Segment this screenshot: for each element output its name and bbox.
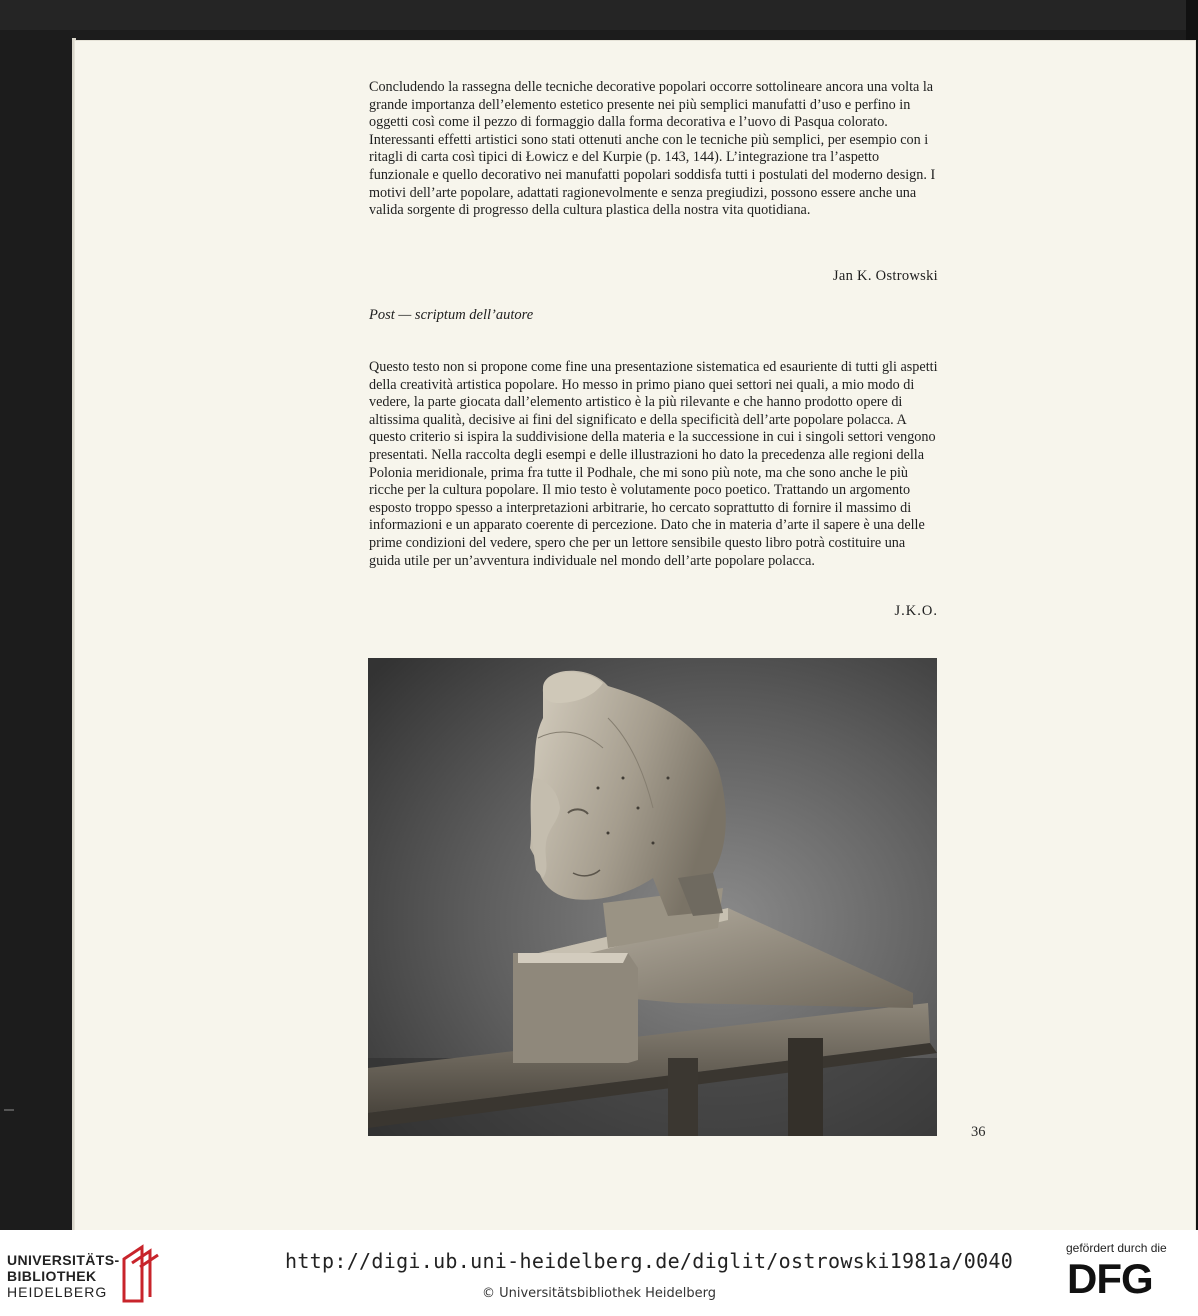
library-name-line2: BIBLIOTHEK xyxy=(7,1268,97,1284)
permalink-url[interactable]: http://digi.ub.uni-heidelberg.de/diglit/ostrowski1981a/0040 xyxy=(285,1249,1014,1273)
dfg-logo-text: DFG xyxy=(1067,1259,1153,1297)
scan-left-mark xyxy=(4,1109,14,1111)
sculpture-illustration xyxy=(368,658,937,1136)
author-signature: Jan K. Ostrowski xyxy=(832,268,938,284)
library-name-line3: HEIDELBERG xyxy=(7,1284,108,1300)
initials-signature: J.K.O. xyxy=(894,603,938,619)
viewer-footer xyxy=(0,1230,1198,1316)
scan-top-edge xyxy=(0,0,1198,30)
dfg-logo-icon[interactable] xyxy=(1067,1259,1179,1297)
wooden-head-sculpture-photo xyxy=(368,658,937,1136)
postscript-heading: Post — scriptum dell’autore xyxy=(369,307,534,323)
paragraph-conclusion: Concludendo la rassegna delle tecniche decorative popolari occorre sottolineare ancora una volta la grande importanza dell’elemento estetico presente nei più semplici manufatti d’uso e perfino in oggetti così come il pezzo di formaggio dalla forma decorativa e l’uovo di Pasqua colorato. Interessanti effetti artistici sono stati ottenuti anche con le tecniche più semplici, per esempio con i ritagli di carta così tipici di Łowicz e del Kurpie (p. 143, 144). L’integrazione tra l’aspetto funzionale e quello decorativo nei manufatti popolari soddisfa tutti i postulati del moderno design. I motivi dell’arte popolare, adattati ragionevolmente e senza pregiudizi, possono essere anche una valida sorgente di progresso della cultura plastica della nostra vita quotidiana. xyxy=(369,79,936,219)
funding-label: gefördert durch die xyxy=(1066,1241,1167,1255)
library-name-line1: UNIVERSITÄTS- xyxy=(7,1252,120,1268)
copyright-notice: © Universitätsbibliothek Heidelberg xyxy=(481,1286,716,1301)
paragraph-postscript: Questo testo non si propone come fine una presentazione sistematica ed esauriente di tutti gli aspetti della creatività artistica popolare. Ho messo in primo piano quei settori nei quali, a mio modo di vedere, la parte giocata dall’elemento artistico è la più rilevante e che hanno prodotto opere di altissima qualità, decisive ai fini del significato e della specificità dell’arte popolare polacca. A questo criterio si ispira la suddivisione della materia e la successione in cui i singoli settori vengono presentati. Nella raccolta degli esempi e delle illustrazioni ho dato la precedenza alle regioni della Polonia meridionale, prima fra tutte il Podhale, che mi sono più note, ma che sono anche le più ricche per la cultura popolare. Il mio testo è volutamente poco poetico. Trattando un argomento esposto troppo spesso a interpretazioni arbitrarie, ho cercato soprattutto di fornire il massimo di informazioni e un apparato coerente di percezione. Dato che in materia d’arte il sapere è una delle prime condizioni del vedere, spero che per un lettore sensibile questo libro potrà costituire una guida utile per un’avventura individuale nel mondo dell’arte popolare polacca. xyxy=(369,359,938,569)
page-number: 36 xyxy=(971,1124,986,1140)
